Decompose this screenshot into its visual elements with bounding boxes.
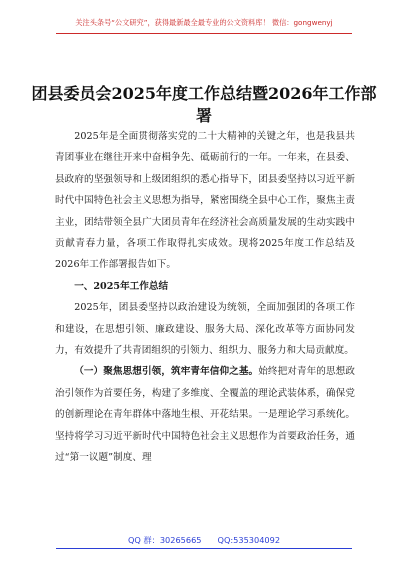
document-body (55, 126, 355, 469)
footer-contact (0, 534, 408, 546)
section-1-heading: 一、2025年工作总结 (74, 280, 169, 292)
subsection-1-paragraph (55, 361, 355, 468)
footer-divider (56, 548, 352, 549)
header-divider (56, 33, 352, 34)
header-notice: 关注头条号“公文研究”，获得最新最全最专业的公文资料库！ 微信：gongwenyj (75, 18, 333, 27)
section-1-intro-paragraph: 2025年，团县委坚持以政治建设为统领，全面加强团的各项工作和建设，在思想引领、廉政建设、服务大局、深化改革等方面协同发力，有效提升了共青团组织的引领力、组织力、服务力和大局贡献度。 (55, 302, 355, 357)
footer-qq-number: QQ:535304092 (217, 535, 281, 545)
intro-paragraph: 2025年是全面贯彻落实党的二十大精神的关键之年，也是我县共青团事业在继往开来中奋楫争先、砥砺前行的一年。一年来，在县委、县政府的坚强领导和上级团组织的悉心指导下，团县委坚持以习近平新时代中国特色社会主义思想为指导，紧密围绕全县中心工作，聚焦主责主业，团结带领全县广大团员青年在经济社会高质量发展的生动实践中贡献青春力量，各项工作取得扎实成效。现将2025年度工作总结及2026年工作部署报告如下。 (55, 131, 355, 271)
subsection-1-text: 始终把对青年的思想政治引领作为首要任务，构建了多维度、全覆盖的理论武装体系，确保党的创新理论在青年群体中落地生根、开花结果。一是理论学习系统化。坚持将学习习近平新时代中国特色社会主义思想作为首要政治任务，通过“第一议题”制度、理 (55, 366, 356, 464)
footer-qq-group: QQ 群：30265665 (127, 535, 202, 545)
document-title: 团县委员会2025年度工作总结暨2026年工作部署 (31, 83, 377, 125)
subsection-1-heading: （一）聚焦思想引领，筑牢青年信仰之基。 (74, 366, 259, 378)
